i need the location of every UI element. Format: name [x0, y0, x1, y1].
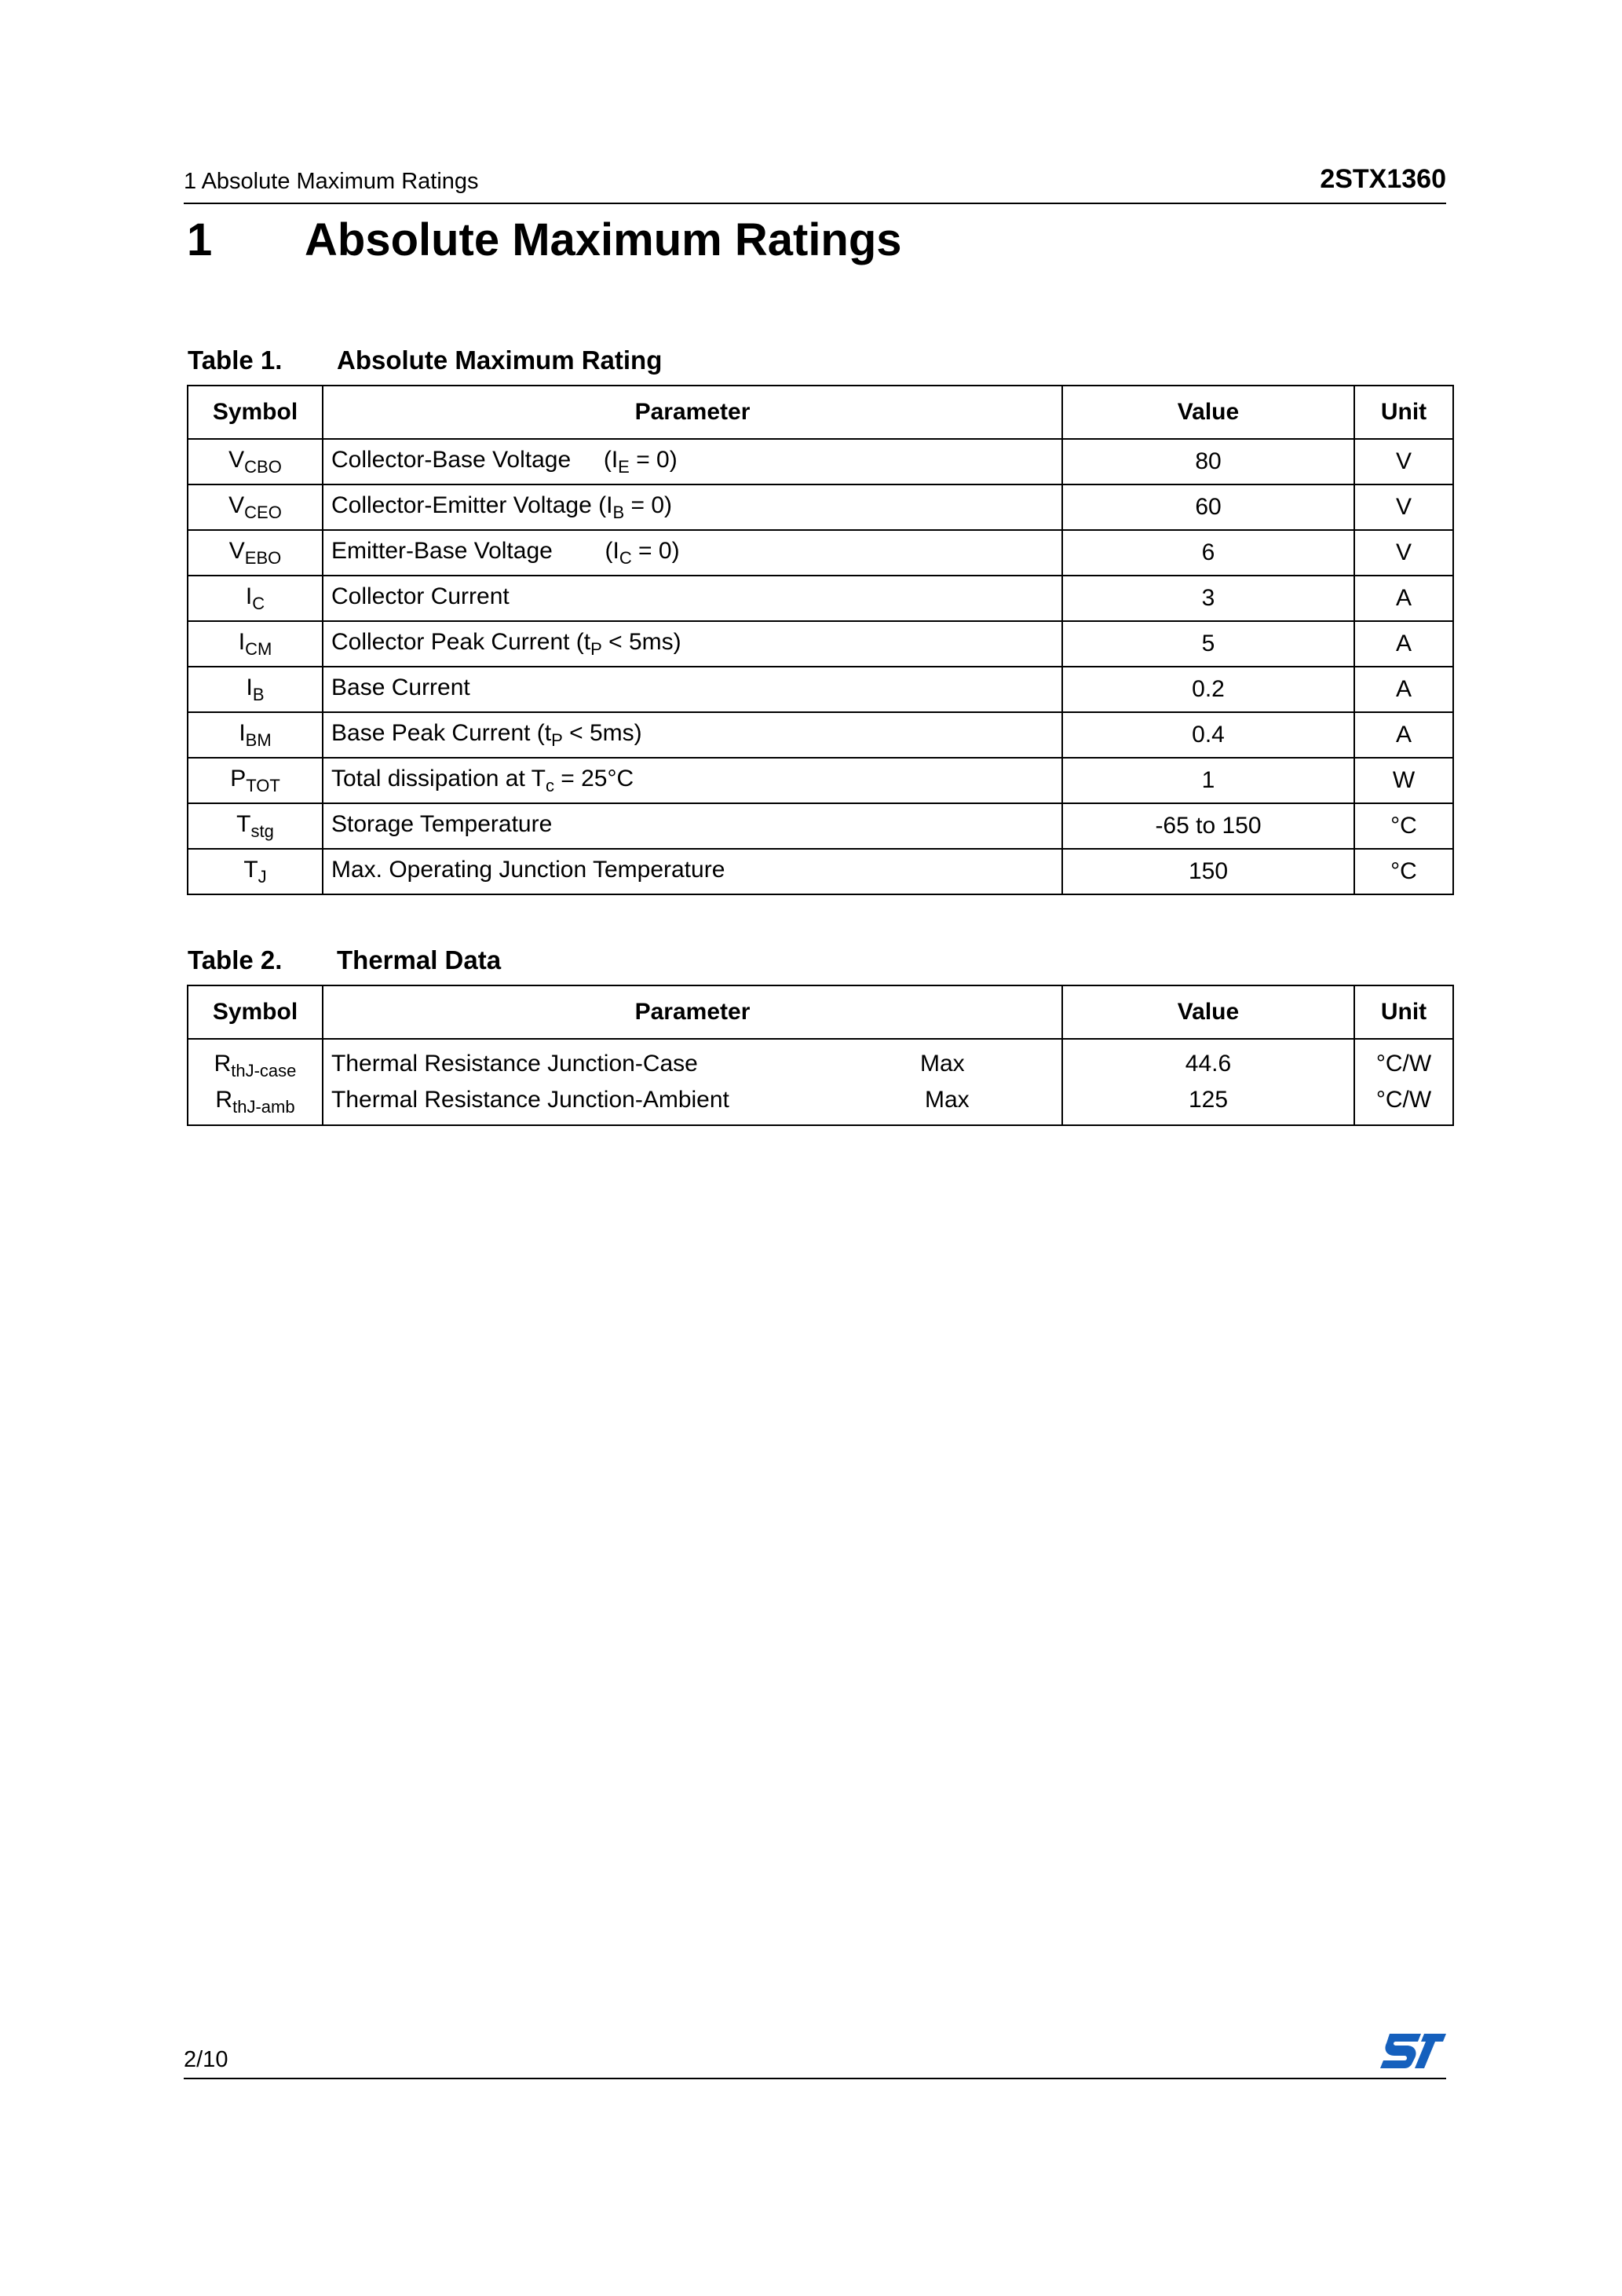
parameter-subscript: P: [590, 638, 602, 659]
parameter-cell: [323, 484, 1062, 530]
parameter-qualifier: Max: [920, 1051, 965, 1077]
table-row: [188, 803, 1453, 849]
parameter-text-end: = 0): [624, 492, 673, 518]
unit-line: °C/W: [1375, 1087, 1432, 1113]
parameter-text-end: < 5ms): [562, 719, 642, 746]
parameter-cell: [323, 803, 1062, 849]
symbol-cell: [188, 621, 323, 667]
value-cell: 5: [1062, 621, 1354, 667]
header-section: 1 Absolute Maximum Ratings: [184, 169, 479, 194]
symbol-base: V: [228, 446, 245, 473]
section-title-text: Absolute Maximum Ratings: [305, 214, 902, 265]
parameter-text: Max. Operating Junction Temperature: [331, 856, 725, 883]
parameter-subscript: c: [545, 775, 554, 795]
parameter-text-end: = 0): [629, 446, 678, 473]
symbol-line: [188, 1082, 322, 1118]
unit-cell: A: [1354, 667, 1453, 712]
symbol-cell: [188, 1039, 323, 1125]
value-cell: 3: [1062, 576, 1354, 621]
symbol-base: T: [236, 810, 251, 837]
symbol-base: R: [215, 1087, 233, 1113]
parameter-subscript: C: [619, 547, 632, 568]
value-cell: 60: [1062, 484, 1354, 530]
parameter-cell: [323, 621, 1062, 667]
table1-caption-number: Table 1.: [188, 345, 283, 375]
table1-caption: [188, 345, 662, 375]
page-footer: [184, 2035, 1446, 2079]
parameter-text: Collector-Base Voltage (I: [331, 446, 619, 473]
symbol-base: I: [245, 583, 253, 609]
value-cell: 1: [1062, 758, 1354, 803]
value-cell: [1062, 1039, 1354, 1125]
unit-cell: V: [1354, 530, 1453, 576]
symbol-base: T: [243, 856, 258, 883]
value-line: 44.6: [1185, 1051, 1232, 1077]
table-row: [188, 576, 1453, 621]
unit-cell: °C: [1354, 849, 1453, 894]
header-part-number: 2STX1360: [1320, 164, 1446, 194]
table1-header-symbol: Symbol: [188, 386, 323, 439]
symbol-cell: [188, 439, 323, 484]
value-line: 125: [1188, 1087, 1229, 1113]
table1-header-row: [188, 386, 1453, 439]
table2-header-parameter: Parameter: [323, 985, 1062, 1039]
unit-cell: A: [1354, 712, 1453, 758]
symbol-base: P: [230, 765, 247, 792]
table2-header-value: Value: [1062, 985, 1354, 1039]
unit-cell: V: [1354, 439, 1453, 484]
symbol-subscript: thJ-case: [231, 1061, 297, 1080]
parameter-text-end: < 5ms): [601, 628, 681, 655]
parameter-text: Collector-Emitter Voltage (I: [331, 492, 613, 518]
value-cell: 150: [1062, 849, 1354, 894]
section-number: 1: [187, 214, 213, 265]
parameter-cell: [323, 530, 1062, 576]
parameter-subscript: B: [612, 502, 625, 522]
symbol-subscript: CM: [245, 638, 272, 659]
table-row: [188, 849, 1453, 894]
unit-cell: A: [1354, 621, 1453, 667]
symbol-subscript: B: [252, 684, 265, 704]
parameter-cell: [323, 712, 1062, 758]
symbol-cell: [188, 484, 323, 530]
table-row: [188, 712, 1453, 758]
table-row: [188, 667, 1453, 712]
symbol-cell: [188, 849, 323, 894]
table2-header-row: [188, 985, 1453, 1039]
symbol-base: I: [239, 719, 246, 746]
symbol-cell: [188, 712, 323, 758]
value-cell: 0.2: [1062, 667, 1354, 712]
parameter-line: [323, 1046, 1061, 1082]
st-logo-icon: [1379, 2031, 1446, 2070]
absolute-max-rating-table: [187, 385, 1454, 895]
symbol-cell: [188, 530, 323, 576]
parameter-text: Thermal Resistance Junction-Case: [331, 1051, 698, 1077]
value-cell: 80: [1062, 439, 1354, 484]
parameter-text: Storage Temperature: [331, 810, 553, 837]
parameter-text: Total dissipation at T: [331, 765, 546, 792]
table-row: [188, 530, 1453, 576]
parameter-text: Collector Peak Current (t: [331, 628, 591, 655]
parameter-text: Base Current: [331, 674, 470, 700]
parameter-text: Emitter-Base Voltage (I: [331, 537, 619, 564]
unit-cell: A: [1354, 576, 1453, 621]
parameter-subscript: P: [551, 729, 563, 750]
parameter-cell: [323, 1039, 1062, 1125]
page-number: 2/10: [184, 2047, 228, 2072]
symbol-subscript: CEO: [244, 502, 282, 522]
table-row: [188, 621, 1453, 667]
thermal-data-table: [187, 985, 1454, 1126]
page-header: [184, 165, 1446, 204]
parameter-text: Base Peak Current (t: [331, 719, 552, 746]
table1-header-value: Value: [1062, 386, 1354, 439]
table2-header-symbol: Symbol: [188, 985, 323, 1039]
unit-cell: [1354, 1039, 1453, 1125]
symbol-subscript: EBO: [244, 547, 282, 568]
symbol-base: I: [238, 628, 246, 655]
value-cell: 0.4: [1062, 712, 1354, 758]
parameter-cell: [323, 576, 1062, 621]
symbol-subscript: BM: [245, 729, 272, 750]
parameter-text-end: = 0): [631, 537, 680, 564]
unit-cell: W: [1354, 758, 1453, 803]
parameter-text-end: = 25°C: [553, 765, 634, 792]
symbol-cell: [188, 758, 323, 803]
symbol-base: V: [228, 492, 245, 518]
table-row: [188, 758, 1453, 803]
unit-cell: °C: [1354, 803, 1453, 849]
table2-header-unit: Unit: [1354, 985, 1453, 1039]
symbol-cell: [188, 576, 323, 621]
parameter-subscript: E: [618, 456, 630, 477]
symbol-subscript: TOT: [246, 775, 280, 795]
value-cell: 6: [1062, 530, 1354, 576]
parameter-cell: [323, 667, 1062, 712]
table1-header-parameter: Parameter: [323, 386, 1062, 439]
table-row: [188, 1039, 1453, 1125]
section-title: [187, 214, 902, 266]
parameter-qualifier: Max: [925, 1087, 970, 1113]
symbol-subscript: stg: [250, 821, 274, 841]
symbol-subscript: thJ-amb: [232, 1097, 295, 1117]
parameter-cell: [323, 849, 1062, 894]
unit-cell: V: [1354, 484, 1453, 530]
symbol-base: V: [228, 537, 245, 564]
symbol-cell: [188, 667, 323, 712]
parameter-text: Thermal Resistance Junction-Ambient: [331, 1087, 729, 1113]
parameter-cell: [323, 439, 1062, 484]
table-row: [188, 439, 1453, 484]
table-row: [188, 484, 1453, 530]
symbol-subscript: J: [258, 866, 267, 887]
value-cell: -65 to 150: [1062, 803, 1354, 849]
table2-caption-title: Thermal Data: [337, 945, 502, 974]
table1-header-unit: Unit: [1354, 386, 1453, 439]
parameter-cell: [323, 758, 1062, 803]
table2-caption-number: Table 2.: [188, 945, 283, 974]
unit-line: °C/W: [1375, 1051, 1432, 1077]
symbol-base: R: [214, 1051, 232, 1077]
symbol-line: [188, 1046, 322, 1082]
parameter-text: Collector Current: [331, 583, 510, 609]
table2-caption: [188, 945, 501, 975]
symbol-base: I: [246, 674, 253, 700]
parameter-line: [323, 1082, 1061, 1118]
symbol-cell: [188, 803, 323, 849]
table1-caption-title: Absolute Maximum Rating: [337, 345, 663, 375]
symbol-subscript: C: [252, 593, 265, 613]
symbol-subscript: CBO: [244, 456, 282, 477]
